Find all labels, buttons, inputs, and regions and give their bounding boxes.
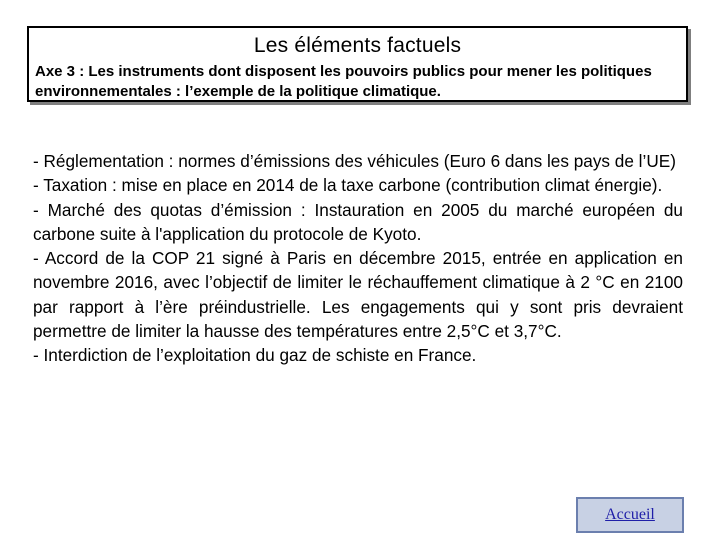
home-link[interactable]: Accueil	[605, 506, 655, 523]
factual-elements-list	[33, 149, 683, 368]
page-title: Les éléments factuels	[253, 34, 462, 57]
item-shale-gas-ban: - Interdiction de l’exploitation du gaz de schiste en France.	[33, 345, 477, 366]
item-taxation: - Taxation : mise en place en 2014 de la taxe carbone (contribution climat énergie).	[33, 175, 663, 196]
home-button[interactable]	[576, 497, 684, 533]
item-cop21-agreement: - Accord de la COP 21 signé à Paris en décembre 2015, entrée en application en novembre 2016, avec l’objectif de limiter le réchauffement climatique à 2 °C en 2100 par rapport à l’ère préindustrielle. Les engagements qui y sont pris devraient permettre de limiter la hausse des températures entre 2,5°C et 3,7°C.	[33, 248, 683, 342]
header-box	[27, 26, 688, 102]
item-regulation: - Réglementation : normes d’émissions des véhicules (Euro 6 dans les pays de l’UE)	[33, 151, 676, 171]
item-emission-quotas: - Marché des quotas d’émission : Instauration en 2005 du marché européen du carbone suite à l'application du protocole de Kyoto.	[33, 199, 683, 244]
page-subtitle: Axe 3 : Les instruments dont disposent les pouvoirs publics pour mener les politiques environnementales : l’exemple de la politique climatique.	[35, 63, 652, 100]
